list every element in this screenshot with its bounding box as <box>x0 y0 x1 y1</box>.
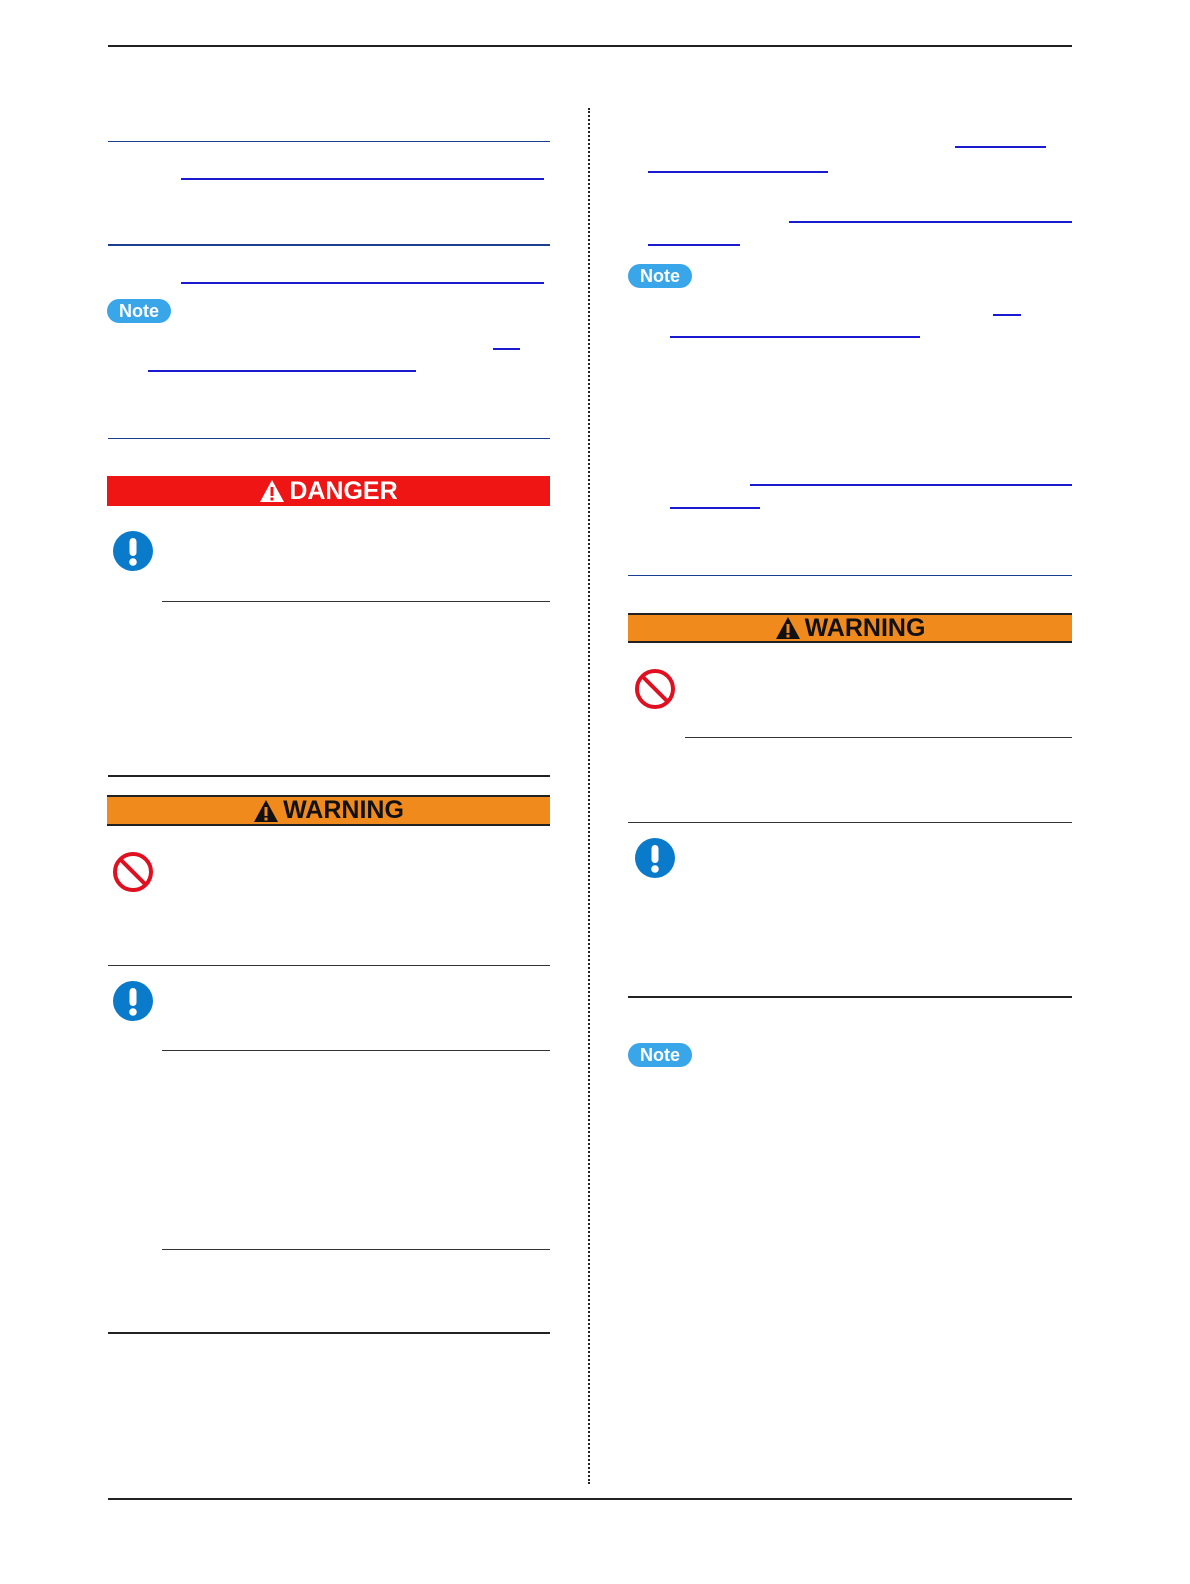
link-underline[interactable] <box>789 221 1072 223</box>
link-underline[interactable] <box>181 282 544 284</box>
footer-rule <box>108 1498 1072 1500</box>
link-underline[interactable] <box>955 146 1046 148</box>
divider <box>628 996 1072 998</box>
section-rule <box>108 141 550 142</box>
column-divider <box>588 108 590 1484</box>
mandatory-action-icon <box>633 836 677 880</box>
warning-triangle-icon <box>775 616 801 640</box>
danger-banner <box>107 476 550 506</box>
prohibited-icon <box>111 850 155 894</box>
divider <box>162 1249 550 1250</box>
link-underline[interactable] <box>181 178 544 180</box>
link-underline[interactable] <box>670 507 760 509</box>
divider <box>162 1050 550 1051</box>
section-rule <box>628 575 1072 576</box>
link-underline[interactable] <box>648 171 828 173</box>
note-badge: Note <box>107 299 171 323</box>
warning-banner <box>107 795 550 826</box>
divider <box>108 965 550 966</box>
link-underline[interactable] <box>670 336 920 338</box>
mandatory-action-icon <box>111 529 155 573</box>
divider <box>628 822 1072 823</box>
prohibited-icon <box>633 667 677 711</box>
link-underline[interactable] <box>750 484 1072 486</box>
note-badge: Note <box>628 1043 692 1067</box>
note-badge: Note <box>628 264 692 288</box>
warning-label: WARNING <box>804 613 926 642</box>
divider <box>685 737 1072 738</box>
link-underline[interactable] <box>648 244 740 246</box>
warning-banner <box>628 613 1072 643</box>
divider <box>108 775 550 777</box>
warning-triangle-icon <box>253 799 279 823</box>
link-underline[interactable] <box>993 314 1021 316</box>
danger-label: DANGER <box>289 476 398 505</box>
header-rule <box>108 45 1072 47</box>
section-rule <box>108 438 550 439</box>
warning-label: WARNING <box>283 796 404 824</box>
mandatory-action-icon <box>111 979 155 1023</box>
section-rule <box>108 244 550 246</box>
warning-triangle-icon <box>259 479 285 503</box>
link-underline[interactable] <box>148 370 416 372</box>
divider <box>108 1332 550 1334</box>
divider <box>162 601 550 602</box>
link-underline[interactable] <box>493 348 520 350</box>
